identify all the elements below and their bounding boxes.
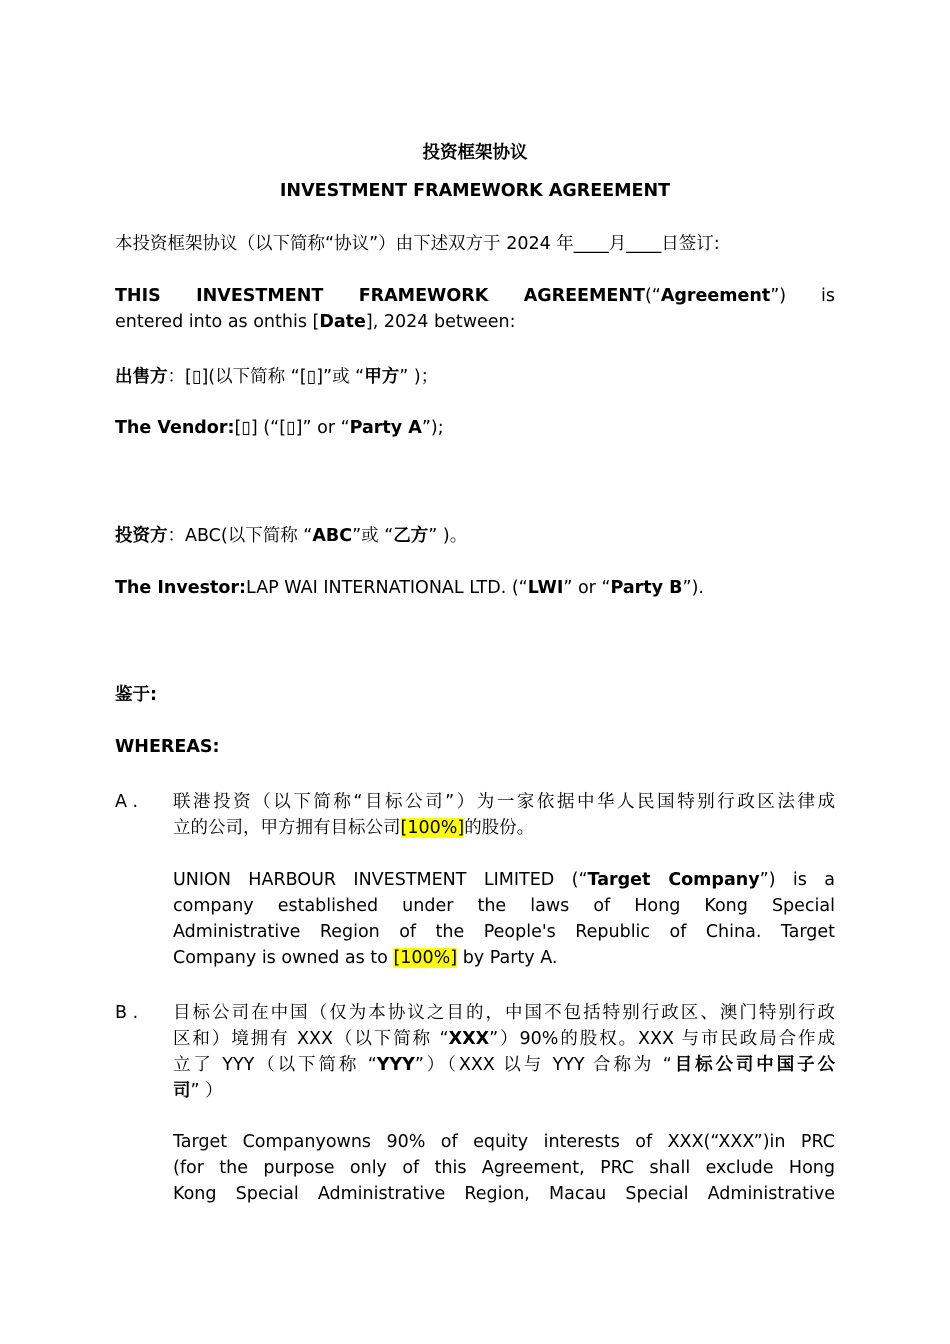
clause-b-english-line1: Target Companyowns 90% of equity interests of XXX(“XXX”)in PRC — [173, 1132, 835, 1152]
whereas-heading-chinese: 鉴于: — [115, 685, 157, 705]
intro-chinese: 本投资框架协议（以下简称“协议”）由下述双方于 2024 年____月____日签订: — [115, 234, 720, 254]
intro-english-line1: THIS INVESTMENT FRAMEWORK AGREEMENT(“Agreement”) is — [115, 286, 835, 306]
vendor-english: The Vendor:[▯] (“[▯]” or “Party A”); — [115, 418, 444, 438]
clause-a-english-line4: Company is owned as to [100%] by Party A. — [173, 948, 558, 968]
investor-chinese: 投资方：ABC(以下简称 “ABC”或 “乙方” )。 — [115, 526, 468, 546]
clause-a-english-line2: company established under the laws of Hong Kong Special — [173, 896, 835, 916]
vendor-chinese: 出售方：[▯](以下简称 “[▯]”或 “甲方” )； — [115, 367, 439, 387]
clause-a-chinese-line2: 立的公司，甲方拥有目标公司[100%]的股份。 — [173, 818, 535, 838]
clause-b-chinese-line1: 目标公司在中国（仅为本协议之目的，中国不包括特别行政区、澳门特别行政 — [173, 1003, 835, 1023]
clause-b-marker: B . — [115, 1003, 139, 1023]
clause-b-chinese-line4: 司” ） — [173, 1081, 223, 1101]
clause-a-chinese-line1: 联港投资（以下简称“目标公司”）为一家依据中华人民国特别行政区法律成 — [173, 792, 835, 812]
highlight-percent: [100%] — [400, 818, 465, 838]
clause-a-english-line1: UNION HARBOUR INVESTMENT LIMITED (“Target Company”) is a — [173, 870, 835, 890]
clause-b-english-line2: (for the purpose only of this Agreement, PRC shall exclude Hong — [173, 1158, 835, 1178]
clause-a-marker: A . — [115, 792, 139, 812]
clause-a-english-line3: Administrative Region of the People's Republic of China. Target — [173, 922, 835, 942]
clause-b-chinese-line3: 立了 YYY（以下简称 “YYY”）（XXX 以与 YYY 合称为 “目标公司中国子公 — [173, 1055, 836, 1075]
highlight-percent: [100%] — [393, 948, 458, 968]
clause-b-english-line3: Kong Special Administrative Region, Macau Special Administrative — [173, 1184, 835, 1204]
investor-english: The Investor:LAP WAI INTERNATIONAL LTD. (“LWI” or “Party B”). — [115, 578, 704, 598]
title-chinese: 投资框架协议 — [422, 143, 528, 163]
intro-english-line2: entered into as onthis [Date], 2024 between: — [115, 312, 516, 332]
title-english: INVESTMENT FRAMEWORK AGREEMENT — [279, 181, 671, 201]
clause-b-chinese-line2: 区和）境拥有 XXX（以下简称 “XXX”）90%的股权。XXX 与市民政局合作成 — [173, 1029, 835, 1049]
whereas-heading-english: WHEREAS: — [115, 737, 220, 757]
